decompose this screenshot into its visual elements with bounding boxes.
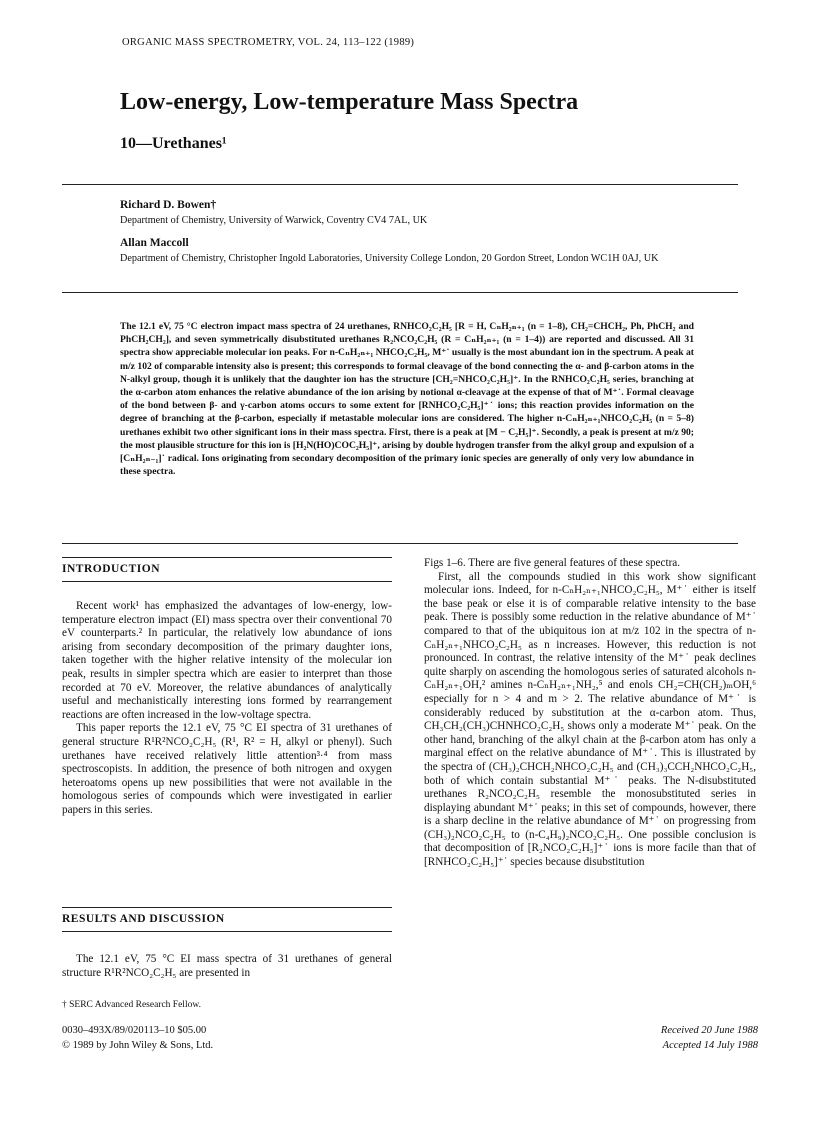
right-text-1: Figs 1–6. There are five general features of these spectra. xyxy=(424,557,681,569)
right-text-2: First, all the compounds studied in this work show significant molecular ions. Indeed, for n-CₙH₂ₙ₊₁NHCO₂C₂H₅, M⁺˙ either is itself the base peak or else it is of comparable relative intensity to the base peak. There is possibly some reduction in the relative abundance of M⁺˙ compared to that of the ubiquitous ion at m/z 102 in the spectra of n-CₙH₂ₙ₊₁NHCO₂C₂H₅ as n increases. However, this reduction is not pronounced. In contrast, the relative intensity of the M⁺˙ peak declines quite sharply on ascending the homologous series of saturated alcohols n-CₙH₂ₙ₊₁OH,² amines n-CₙH₂ₙ₊₁NH₂,⁵ and enols CH₂=CH(CH₂)ₘOH,⁶ especially for n > 4 and m > 2. The relative abundance of M⁺˙ is considerably reduced by substitution at the α-carbon atom. Thus, CH₃CH₂(CH₃)CHNHCO₂C₂H₅ shows only a moderate M⁺˙ peak. On the other hand, branching of the alkyl chain at the β-carbon atom has only a marginal effect on the relative abundance of M⁺˙. This is illustrated by the spectra of (CH₃)₂CHCH₂NHCO₂C₂H₅ and (CH₃)₃CCH₂NHCO₂C₂H₅, both of which contain substantial M⁺˙ peaks. The N-disubstituted urethanes R₂NCO₂C₂H₅ resemble the monosubstituted series in displaying abundant M⁺˙ peaks; in this set of compounds, however, there is a sharp decline in the relative abundance of M⁺˙ on progressing from (CH₃)₂NCO₂C₂H₅ to (n-C₄H₉)₂NCO₂C₂H₅. One possible conclusion is that decomposition of [R₂NCO₂C₂H₅]⁺˙ ions is more facile than that of [RNHCO₂C₂H₅]⁺˙ species because disubstitution xyxy=(424,570,756,869)
copyright: © 1989 by John Wiley & Sons, Ltd. xyxy=(62,1040,214,1051)
abstract-bottom-rule xyxy=(62,543,738,544)
results-paragraph-1: The 12.1 eV, 75 °C EI mass spectra of 31 urethanes of general structure R¹R²NCO₂C₂H₅ are presented in xyxy=(62,953,392,979)
accepted-date: Accepted 14 July 1988 xyxy=(662,1040,758,1051)
results-heading-rule-top xyxy=(62,907,392,908)
journal-header: ORGANIC MASS SPECTROMETRY, VOL. 24, 113–122 (1989) xyxy=(122,37,415,48)
intro-text-2: This paper reports the 12.1 eV, 75 °C EI spectra of 31 urethanes of general structure R¹R²NCO₂C₂H₅ (R¹, R² = H, alkyl or phenyl). Such urethanes have received relatively little attention³·⁴ from mass spectroscopists. In addition, the presence of both nitrogen and oxygen heteroatoms opens up new possibilities that were not available in the homologous series of compounds which were investigated in earlier papers in this series. xyxy=(62,722,392,816)
article-code: 0030–493X/89/020113–10 $05.00 xyxy=(62,1025,207,1036)
author-affiliation-1: Department of Chemistry, University of Warwick, Coventry CV4 7AL, UK xyxy=(120,215,428,226)
received-date: Received 20 June 1988 xyxy=(660,1025,758,1036)
top-rule xyxy=(62,184,738,185)
intro-heading-rule-bottom xyxy=(62,581,392,582)
intro-text-1: Recent work¹ has emphasized the advantages of low-energy, low-temperature electron impact (EI) mass spectra over their conventional 70 eV counterparts.² In particular, the relatively low abundance of ions arising from secondary decomposition of the primary daughter ions, taken together with the higher relative intensity of the molecular ion peak, results in simpler spectra which are easier to interpret than those recorded at 70 eV. Moreover, the relative abundances of analytically useful and mechanistically interesting ions formed by rearrangement reactions are often increased in the low-voltage spectra. xyxy=(62,600,392,721)
intro-heading-rule-top xyxy=(62,557,392,558)
intro-paragraph-1 xyxy=(62,600,392,818)
author-affiliation-2: Department of Chemistry, Christopher Ingold Laboratories, University College London, 20 Gordon Street, London WC1H 0AJ, UK xyxy=(120,253,659,264)
section-heading-introduction: INTRODUCTION xyxy=(62,563,161,575)
article-title: Low-energy, Low-temperature Mass Spectra xyxy=(120,89,579,115)
author-name-2: Allan Maccoll xyxy=(120,237,189,249)
abstract: The 12.1 eV, 75 °C electron impact mass spectra of 24 urethanes, RNHCO₂C₂H₅ [R = H, CₙH₂ₙ₊₁ (n = 1–8), CH₂=CHCH₂, Ph, PhCH₂ and PhCH₂CH₂], and seven symmetrically disubstituted urethanes R₂NCO₂C₂H₅ (R = CₙH₂ₙ₊₁ (n = 1–4)) are reported and discussed. All 31 spectra show appreciable molecular ion peaks. For n-CₙH₂ₙ₊₁ NHCO₂C₂H₅, M⁺˙ usually is the most abundant ion in the spectrum. A peak at m/z 102 of comparable intensity also is present; this corresponds to formal cleavage of the bond connecting the α- and β-carbon atoms in the N-alkyl group, though it is unlikely that the daughter ion has the structure [CH₂=NHCO₂C₂H₅]⁺. In the RNHCO₂C₂H₅ series, branching at the α-carbon atom enhances the relative abundance of the ion arising by notional α-cleavage at the expense of that of M⁺˙. Formal cleavage of the bond between β- and γ-carbon atoms occurs to some extent for [RNHCO₂C₂H₅]⁺˙ ions; this reaction provides information on the degree of branching at the β-carbon, especially if metastable molecular ions are considered. The higher n-CₙH₂ₙ₊₁NHCO₂C₂H₅ (n = 5–8) urethanes exhibit two other significant ions in their mass spectra. First, there is a peak at [M − C₂H₅]⁺. Secondly, a peak is present at m/z 90; the most plausible structure for this ion is [H₂N(HO)COC₂H₅]⁺, arising by double hydrogen transfer from the alkyl group and expulsion of a [CₙH₂ₙ₋₁]˙ radical. Ions originating from secondary decomposition of the primary ionic species are generally of only very low abundance in these spectra. xyxy=(120,321,694,478)
article-subtitle: 10—Urethanes¹ xyxy=(120,135,227,152)
author-name-1: Richard D. Bowen† xyxy=(120,199,217,211)
abstract-top-rule xyxy=(62,292,738,293)
footnote: † SERC Advanced Research Fellow. xyxy=(62,1000,201,1010)
section-heading-results: RESULTS AND DISCUSSION xyxy=(62,913,225,925)
results-heading-rule-bottom xyxy=(62,931,392,932)
right-column-text xyxy=(424,557,756,870)
